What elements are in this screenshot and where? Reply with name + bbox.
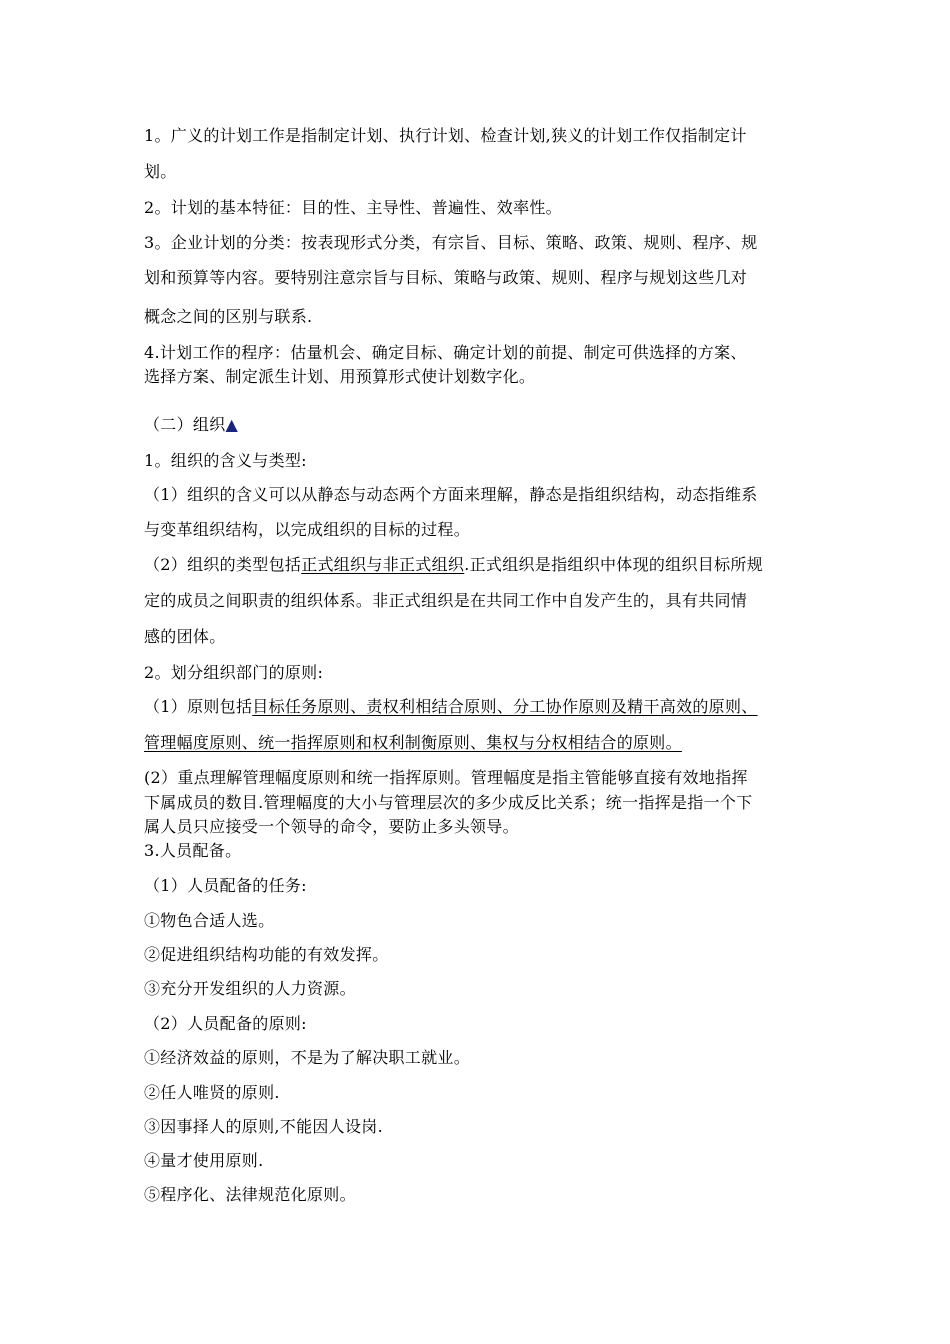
- planning-p4-line2: 选择方案、制定派生计划、用预算形式使计划数字化。: [144, 367, 536, 386]
- list-item: ⑤程序化、法律规范化原则。: [144, 1185, 356, 1204]
- triangle-marker-icon: ▲: [225, 415, 239, 434]
- org-s2-i2-line2: 下属成员的数目.管理幅度的大小与管理层次的多少成反比关系；统一指挥是指一个下: [144, 793, 753, 812]
- org-s3-title: 3.人员配备。: [144, 841, 242, 860]
- org-s2-i1-underlined-2: 管理幅度原则、统一指挥原则和权利制衡原则、集权与分权相结合的原则。: [144, 733, 682, 752]
- list-item: ③充分开发组织的人力资源。: [144, 979, 356, 998]
- org-s1-i1-line1: （1）组织的含义可以从静态与动态两个方面来理解，静态是指组织结构，动态指维系: [144, 485, 758, 504]
- list-item: ②任人唯贤的原则.: [144, 1083, 280, 1102]
- org-s1-i2-line1: [144, 555, 814, 575]
- list-item: ③因事择人的原则,不能因人设岗.: [144, 1117, 383, 1136]
- org-s1-i1-line2: 与变革组织结构，以完成组织的目标的过程。: [144, 520, 471, 539]
- org-s2-title: 2。划分组织部门的原则:: [144, 663, 324, 682]
- org-s2-i1-line2: [144, 733, 814, 753]
- section-heading-text: （二）组织: [144, 415, 226, 434]
- org-s2-i2-line1: (2）重点理解管理幅度原则和统一指挥原则。管理幅度是指主管能够直接有效地指挥: [144, 768, 748, 787]
- org-s2-i1-pre: （1）原则包括: [144, 697, 253, 716]
- planning-p3-line3: 概念之间的区别与联系.: [144, 307, 313, 326]
- list-item: ①物色合适人选。: [144, 911, 275, 930]
- org-s1-i2-line3: 感的团体。: [144, 627, 226, 646]
- planning-p3-line1: 3。企业计划的分类：按表现形式分类，有宗旨、目标、策略、政策、规则、程序、规: [144, 233, 758, 252]
- org-s1-i2-post: .正式组织是指组织中体现的组织目标所规: [464, 555, 763, 574]
- planning-p3-line2: 划和预算等内容。要特别注意宗旨与目标、策略与政策、规则、程序与规划这些几对: [144, 268, 748, 287]
- org-s1-i2-pre: （2）组织的类型包括: [144, 555, 302, 574]
- org-s1-i2-line2: 定的成员之间职责的组织体系。非正式组织是在共同工作中自发产生的，具有共同情: [144, 591, 748, 610]
- planning-p4-line1: 4.计划工作的程序：估量机会、确定目标、确定计划的前提、制定可供选择的方案、: [144, 343, 747, 362]
- list-item: ④量才使用原则.: [144, 1151, 264, 1170]
- list-item: ②促进组织结构功能的有效发挥。: [144, 945, 389, 964]
- section-heading-organization: [144, 415, 814, 435]
- org-s2-i1-underlined: 目标任务原则、责权利相结合原则、分工协作原则及精干高效的原则、: [252, 697, 758, 716]
- org-s2-i2-line3: 属人员只应接受一个领导的命令，要防止多头领导。: [144, 817, 519, 836]
- org-s3-principles-title: （2）人员配备的原则:: [144, 1014, 307, 1033]
- org-s2-i1-line1: [144, 697, 814, 717]
- org-s1-title: 1。组织的含义与类型:: [144, 451, 307, 470]
- planning-p1-line1: 1。广义的计划工作是指制定计划、执行计划、检查计划,狭义的计划工作仅指制定计: [144, 126, 747, 145]
- planning-p1-line2: 划。: [144, 162, 177, 181]
- list-item: ①经济效益的原则，不是为了解决职工就业。: [144, 1048, 471, 1067]
- planning-p2: 2。计划的基本特征：目的性、主导性、普遍性、效率性。: [144, 198, 562, 217]
- org-s3-tasks-title: （1）人员配备的任务:: [144, 876, 307, 895]
- org-s1-i2-underlined: 正式组织与非正式组织: [301, 555, 465, 574]
